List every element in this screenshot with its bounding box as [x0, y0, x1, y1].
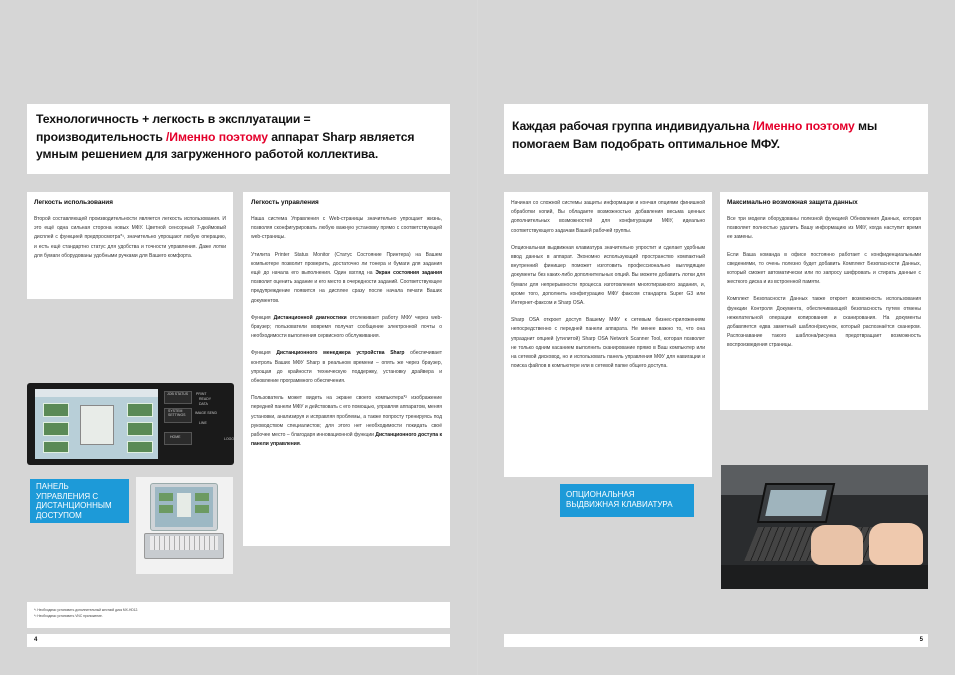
col2-text: Наша система Управления с Web-страницы значительно упрощает жизнь, позволяя сконфигурировать любую важную установку прямо с соответствующей web-страницы. Утилита Printer Status Monitor (Статус Состояние Принтера) на Вашем компьютере позволит проверить, достаточно ли тонера и бумаги для задания ещё до начала его выполнения. Один взгляд на Экран состояния задания позволит оценить задание и его место в очередности заданий. Соответствующее предупреждение появится на дисплее сразу после начала печати Ваших документов. Функция Дистанционной диагностики отслеживает работу МФУ через web-браузер; пользователи вовремя получат сообщение электронной почты о необходимости выполнения сервисного обслуживания. Функция Дистанционного менеджера устройства Sharp обеспечивает контроль Ваших МФУ Sharp в реальном времени – опять же через браузер, упрощая до крайности техническую поддержку, установку драйвера и обновление программного обеспечения. Пользователь может видеть на экране своего компьютера*² изображение передней панели МФУ и действовать с его помощью, управляя аппаратом, меняя установки, анализируя и исправляя проблемы, а также попросту тренируясь под руководством специалистов; для этого нет необходимости покидать своё рабочее место – благодаря инновационной функции Дистанционного доступа к панели управления. — [251, 216, 442, 448]
right-col2-text: Все три модели оборудованы полезной функцией Обновления Данных, которая позволяет полностью удалить Вашу информацию из МФУ, когда наступит время ее замены. Если Ваша команда в офисе постоянно работает с конфиденциальными сведениями, то очень полезно будет добавить Комплект Безопасности Данных, который сможет автоматически или по запросу шифровать и стирать данные с жесткого диска и из встроенной памяти. Комплект Безопасности Данных также откроет возможность использования функции Контроля Документа, обеспечивающей безопасность путем отмены нежелательной операции копирования и сканирования. На документы добавляется едва заметный шаблон/рисунок, который распознаётся сканером. Распознавание такого шаблона/рисунка предотвращает возможность воспроизведения страницы. — [727, 216, 921, 349]
footnote-1: *¹ Необходимо установить дополнительный жесткий диск MX-HD12. — [34, 608, 139, 612]
left-page-number-bar — [27, 634, 450, 647]
printer-image-icon — [80, 405, 114, 445]
home-label: HOME — [170, 435, 181, 439]
left-hand — [811, 525, 863, 565]
touch-screen — [757, 483, 836, 523]
system-settings-label: SYSTEM SETTINGS — [168, 409, 186, 417]
right-col1-box — [504, 192, 712, 477]
footnote-2: *² Необходимо установить VNC приложение. — [34, 614, 103, 618]
callout-slide-out-keyboard: ОПЦИОНАЛЬНАЯ ВЫДВИЖНАЯ КЛАВИАТУРА — [560, 484, 694, 517]
left-col1-box — [27, 192, 233, 299]
left-headline-box — [27, 104, 450, 174]
right-page — [478, 0, 955, 675]
laptop-screen — [155, 487, 213, 527]
print-label: PRINT — [196, 392, 207, 396]
right-page-number-bar — [504, 634, 928, 647]
laptop-photo-box — [136, 477, 233, 574]
right-hand — [869, 523, 923, 565]
logo-label: LOGO — [224, 437, 234, 441]
laptop-keyboard — [150, 536, 218, 550]
data-label: DATA — [199, 402, 208, 406]
col-title-ease-of-management: Легкость управления — [251, 199, 319, 206]
right-col2-box — [720, 192, 928, 410]
right-col1-text: Начиная со сложной системы защиты информации и кончая опциями финишной обработки копий, Вы обладаете возможностью добавления весьма ценных дополнительных возможностей для конфигурации МФУ, идеально соответствующего задачам Вашей рабочей группы. Опциональная выдвижная клавиатура значительно упростит и сделает удобным ввод данных в аппарат. Экономно использующий пространство компактный внутренний финишер поможет изготовить профессионально выглядящие документы без каких-либо дополнительных опций. Вы можете добавить лотки для бумаги для непрерывности процесса изготовления многотиражного задания, и, кроме того, дополнить конфигурацию МФУ факсом стандарта Super G3 или Интернет-факсом и Sharp OSA. Sharp OSA откроет доступ Вашему МФУ к сетевым бизнес-приложениям непосредственно с передней панели аппарата. Не менее важно то, что она упразднит опцией (утилитой) Sharp OSA Network Scanner Tool, которая позволит не только одним касанием выполнить сканирование прямо в Ваш компьютер или на сетевой дисковод, но и использовать панель управления МФУ для навигации и поиска файлов в компьютере или в сетевой папке общего доступа. — [511, 200, 705, 370]
right-headline-box — [504, 104, 928, 174]
ready-label: READY — [199, 397, 212, 401]
left-col2-box — [243, 192, 450, 546]
panel-screen — [35, 389, 158, 459]
image-send-label: IMAGE SEND — [195, 411, 217, 415]
left-headline: Технологичность + легкость в эксплуатации = производительность /Именно поэтому аппарат Sharp является умным решением для загруженного работой коллектива. — [36, 112, 415, 161]
page-number-5: 5 — [919, 637, 923, 643]
keyboard-photo — [721, 465, 928, 589]
left-page — [0, 0, 477, 675]
line-label: LINE — [199, 421, 207, 425]
page-number-4: 4 — [34, 637, 38, 643]
col-title-ease-of-use: Легкость использования — [34, 199, 113, 206]
col1-text: Второй составляющей производительности является легкость использования. И это ещё одна сильная сторона новых МФУ. Цветной сенсорный 7-дюймовый дисплей с функцией предпросмотра*¹, значительно упрощают любую операцию, и есть ещё стандартно статус для удобства и точности управления. Даже лотки для бумаги оборудованы удобными ручками для Вашего комфорта. — [34, 216, 226, 259]
left-footnote-box — [27, 602, 450, 628]
col-title-data-protection: Максимально возможная защита данных — [727, 199, 858, 206]
right-headline: Каждая рабочая группа индивидуальна /Именно поэтому мы помогаем Вам подобрать оптимальное МФУ. — [512, 119, 878, 151]
control-panel-photo — [27, 383, 234, 465]
callout-remote-panel: ПАНЕЛЬ УПРАВЛЕНИЯ С ДИСТАНЦИОННЫМ ДОСТУПОМ — [30, 479, 129, 523]
job-status-label: JOB STATUS — [167, 392, 189, 396]
